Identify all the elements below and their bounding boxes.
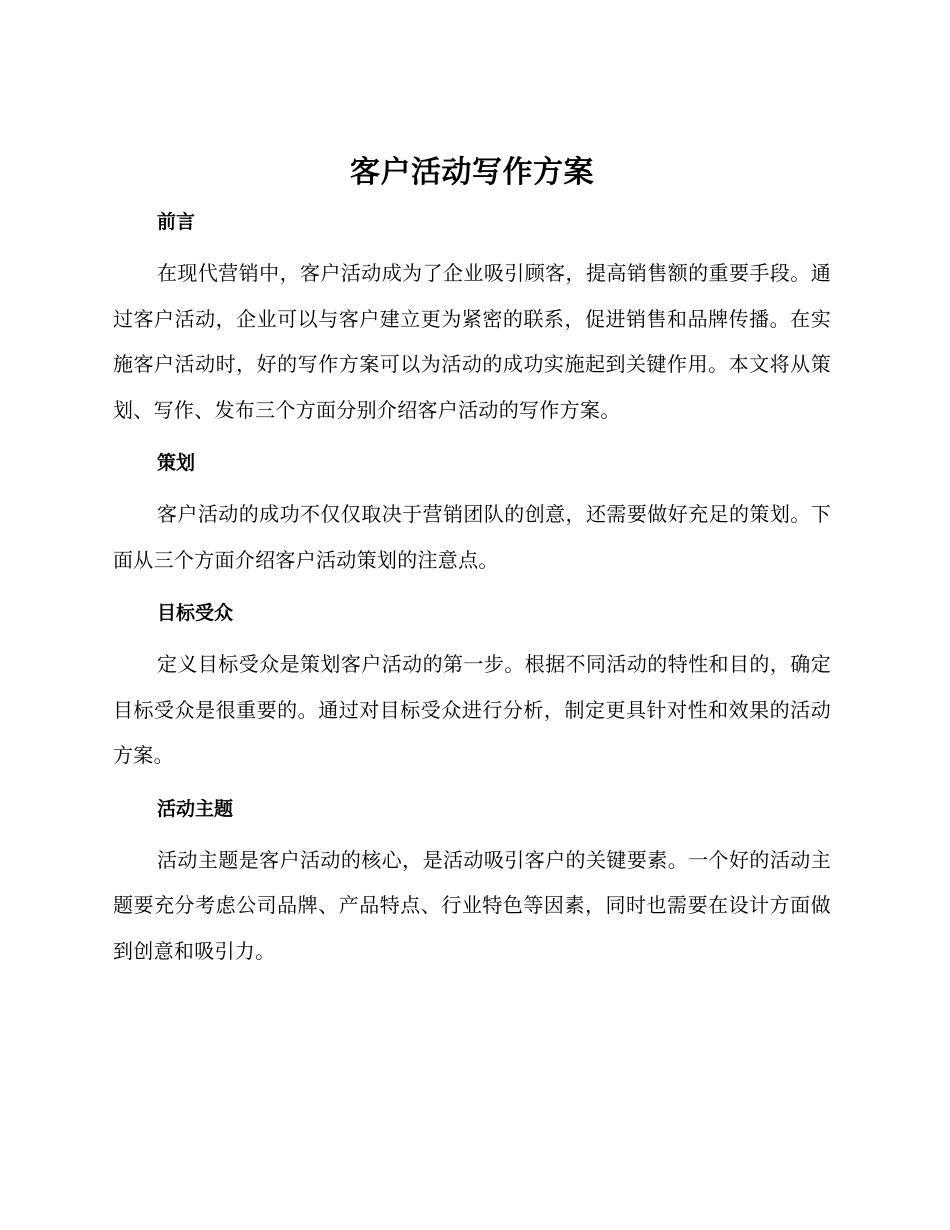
spacer bbox=[113, 433, 831, 440]
section-heading-target-audience: 目标受众 bbox=[157, 602, 234, 624]
document-page bbox=[113, 152, 831, 974]
spacer bbox=[113, 779, 831, 786]
paragraph-activity-theme: 活动主题是客户活动的核心，是活动吸引客户的关键要素。一个好的活动主题要充分考虑公司品牌、产品特点、行业特色等因素，同时也需要在设计方面做到创意和吸引力。 bbox=[113, 847, 831, 963]
document-title: 客户活动写作方案 bbox=[350, 155, 594, 190]
section-heading-activity-theme: 活动主题 bbox=[157, 797, 234, 820]
section-heading-planning: 策划 bbox=[157, 452, 196, 474]
spacer bbox=[113, 583, 831, 590]
paragraph-preface: 在现代营销中，客户活动成为了企业吸引顾客，提高销售额的重要手段。通过客户活动，企业可以与客户建立更为紧密的联系，促进销售和品牌传播。在实施客户活动时，好的写作方案可以为活动的成功实施起到关键作用。本文将从策划、写作、发布三个方面分别介绍客户活动的写作方案。 bbox=[113, 261, 831, 422]
paragraph-target-audience: 定义目标受众是策划客户活动的第一步。根据不同活动的特性和目的，确定目标受众是很重要的。通过对目标受众进行分析，制定更具针对性和效果的活动方案。 bbox=[113, 652, 831, 767]
section-heading-preface: 前言 bbox=[157, 211, 196, 233]
paragraph-planning: 客户活动的成功不仅仅取决于营销团队的创意，还需要做好充足的策划。下面从三个方面介绍客户活动策划的注意点。 bbox=[113, 502, 831, 572]
